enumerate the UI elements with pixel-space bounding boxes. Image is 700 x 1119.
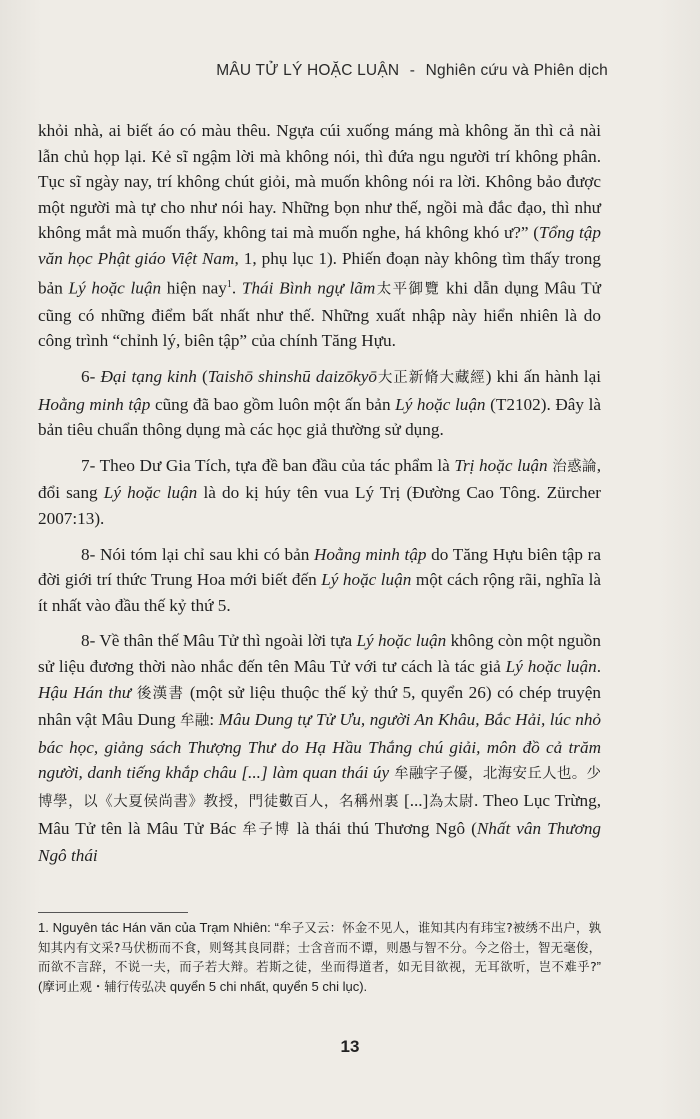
header-subtitle: Nghiên cứu và Phiên dịch [425, 62, 608, 79]
body-text [38, 118, 601, 879]
paragraph-6: 6- Đại tạng kinh (Taishō shinshū daizōkyō大正新脩大藏經) khi ấn hành lại Hoằng minh tập cũng đã bao gồm luôn một ấn bản Lý hoặc luận (T2102). Đây là bản tiêu chuẩn thông dụng mà các học giả thường sử dụng. [38, 367, 601, 440]
header-separator: - [409, 62, 416, 79]
page-number: 13 [340, 1037, 360, 1056]
running-header [216, 62, 608, 80]
footnote-divider [38, 912, 188, 913]
paragraph-8a: 8- Nói tóm lại chỉ sau khi có bản Hoằng minh tập do Tăng Hựu biên tập ra đời giới trí thức Trung Hoa mới biết đến Lý hoặc luận một cách rộng rãi, nghĩa là ít nhất vào đầu thế kỷ thứ 5. [38, 544, 601, 615]
paragraph-8b: 8- Về thân thế Mâu Tử thì ngoài lời tựa Lý hoặc luận không còn một nguồn sử liệu đương thời nào nhắc đến tên Mâu Tử với tư cách là tác giả Lý hoặc luận. Hậu Hán thư 後漢書 (một sử liệu thuộc thế kỷ thứ 5, quyển 26) có chép truyện nhân vật Mâu Dung 牟融: Mâu Dung tự Tử Ưu, người An Khâu, Bắc Hải, lúc nhỏ bác học, giảng sách Thượng Thư do Hạ Hầu Thắng chú giải, môn đồ cả trăm người, danh tiếng khắp châu [...] làm quan thái úy 牟融字子優，北海安丘人也。少博學，以《大夏侯尚書》教授，門徒數百人，名稱州裏 [...]為太尉. Theo Lục Trừng, Mâu Tử tên là Mâu Tử Bác 牟子博 là thái thú Thương Ngô (Nhất vân Thương Ngô thái [38, 631, 602, 866]
paragraph-continued: khỏi nhà, ai biết áo có màu thêu. Ngựa cúi xuống máng mà không ăn thì cả nài lẫn chủ họp lại. Kẻ sĩ ngậm lời mà không nói, thì đứa ngu người trí không phân. Tục sĩ ngày nay, trí không chút giỏi, mà muốn không nói ra lời. Không bảo được một người mà tự cho như nói hay. Những bọn như thế, ngồi mà đắc đạo, thì như không mắt mà muốn thấy, không tai mà muốn nghe, há không khó ư?” (Tổng tập văn học Phật giáo Việt Nam, 1, phụ lục 1). Phiến đoạn này không tìm thấy trong bản Lý hoặc luận hiện nay$^1$. Thái Bình ngự lãm太平御覽 khi dẫn dụng Mâu Tử cũng có những điểm bất nhất như thế. Những xuất nhập này hiển nhiên là do công trình “chỉnh lý, biên tập” của chính Tăng Hựu. [38, 121, 602, 351]
footnote: 1. Nguyên tác Hán văn của Trạm Nhiên: “牟子又云：怀金不见人，谁知其内有玮宝?被绣不出户，孰知其内有文采?马伏枥而不食，则驽其良同群；士含音而不谭，则愚与智不分。今之俗士，智无毫俊，而欲不言辞，不说一夫，而子若大辩。若斯之徒，坐而得道者，如无目欲视，无耳欲听，岂不难乎?” (摩诃止观・辅行传弘决 quyển 5 chi nhất, quyển 5 chi lục). [38, 920, 601, 994]
footnote-ref: 1 [226, 278, 232, 290]
header-title: MÂU TỬ LÝ HOẶC LUẬN [216, 62, 400, 79]
paragraph-7: 7- Theo Dư Gia Tích, tựa đề ban đầu của tác phẩm là Trị hoặc luận 治惑論, đổi sang Lý hoặc luận là do kị húy tên vua Lý Trị (Đường Cao Tông. Zürcher 2007:13). [38, 455, 602, 529]
